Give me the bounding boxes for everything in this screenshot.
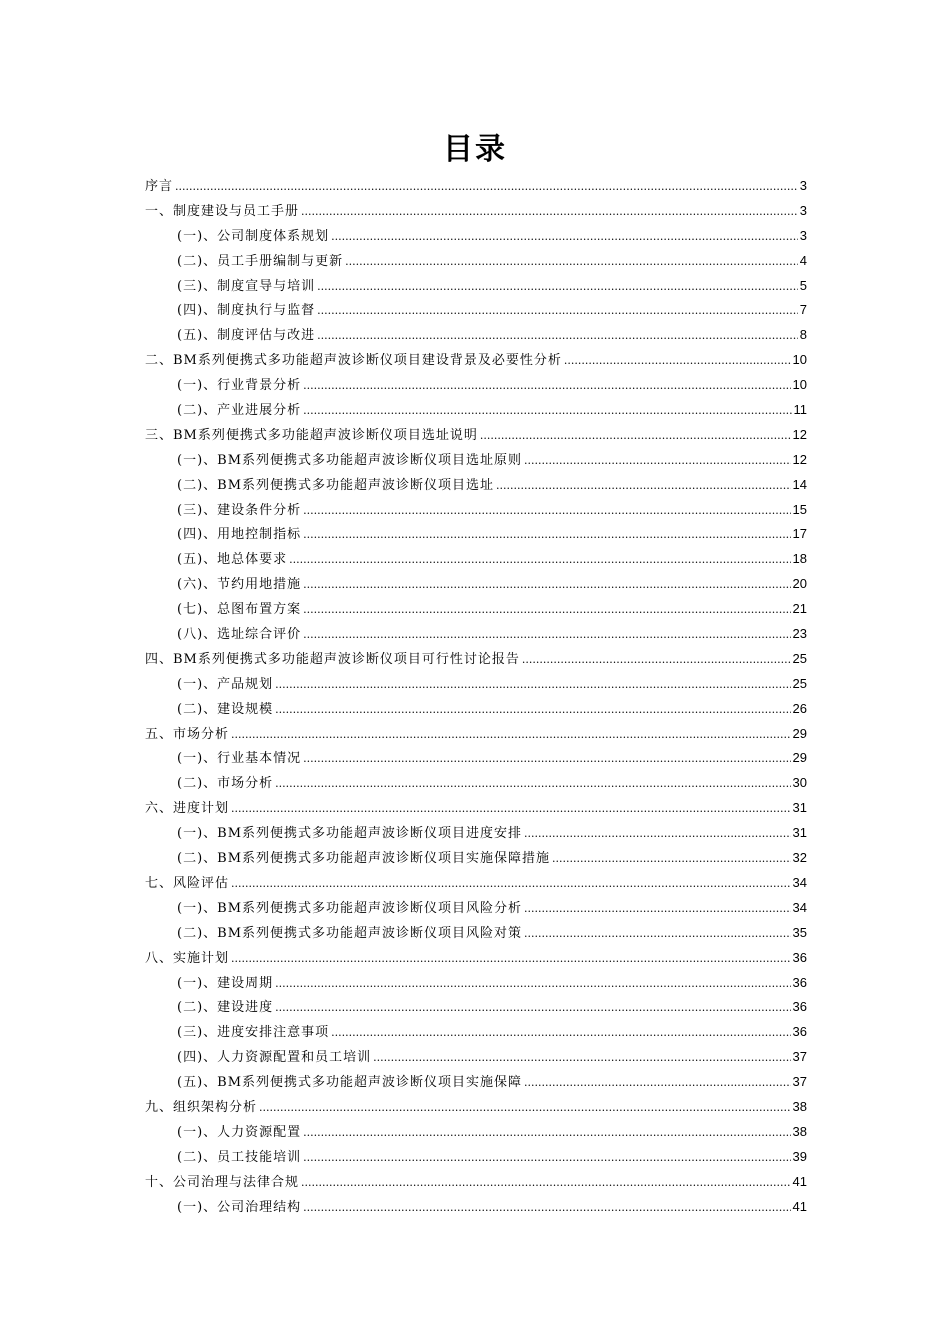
toc-leader-dots xyxy=(524,922,791,947)
toc-leader-dots xyxy=(331,225,798,250)
toc-leader-dots xyxy=(331,1021,790,1046)
toc-entry-label: 一、制度建设与员工手册 xyxy=(145,203,300,219)
toc-entry-label: (四)、制度执行与监督 xyxy=(177,303,316,319)
toc-entry-page-number: 5 xyxy=(799,277,807,293)
toc-leader-dots xyxy=(231,723,791,748)
toc-entry[interactable] xyxy=(145,871,807,896)
toc-leader-dots xyxy=(231,797,791,822)
toc-entry-page-number: 30 xyxy=(792,775,807,791)
toc-entry[interactable] xyxy=(145,672,807,697)
toc-leader-dots xyxy=(289,548,790,573)
toc-entry-page-number: 25 xyxy=(792,675,807,691)
toc-leader-dots xyxy=(231,872,791,897)
toc-entry-label: (二)、BM系列便携式多功能超声波诊断仪项目风险对策 xyxy=(177,925,523,941)
toc-entry-label: (二)、建设规模 xyxy=(177,701,274,717)
toc-entry-page-number: 10 xyxy=(792,352,807,368)
toc-entry[interactable] xyxy=(145,697,807,722)
toc-entry-page-number: 7 xyxy=(799,302,807,318)
toc-entry-label: (一)、公司治理结构 xyxy=(177,1199,302,1215)
toc-entry-page-number: 36 xyxy=(792,974,807,990)
toc-entry-page-number: 36 xyxy=(792,949,807,965)
toc-entry-page-number: 29 xyxy=(792,725,807,741)
toc-leader-dots xyxy=(175,175,798,200)
toc-entry-label: 六、进度计划 xyxy=(145,801,230,817)
toc-entry[interactable] xyxy=(145,572,807,597)
toc-entry[interactable] xyxy=(145,1120,807,1145)
toc-leader-dots xyxy=(301,1171,791,1196)
toc-entry-page-number: 12 xyxy=(792,426,807,442)
toc-entry[interactable] xyxy=(145,821,807,846)
toc-entry-page-number: 35 xyxy=(792,924,807,940)
toc-entry-page-number: 10 xyxy=(792,377,807,393)
toc-leader-dots xyxy=(564,349,791,374)
toc-entry[interactable] xyxy=(145,323,807,348)
toc-entry-page-number: 34 xyxy=(792,899,807,915)
toc-entry[interactable] xyxy=(145,1070,807,1095)
toc-entry-page-number: 31 xyxy=(792,800,807,816)
toc-entry[interactable] xyxy=(145,473,807,498)
toc-entry-page-number: 3 xyxy=(799,178,807,193)
toc-leader-dots xyxy=(373,1046,790,1071)
toc-entry-label: (三)、建设条件分析 xyxy=(177,502,302,518)
toc-entry-page-number: 38 xyxy=(792,1123,807,1139)
toc-leader-dots xyxy=(303,1146,790,1171)
toc-entry-label: (二)、员工技能培训 xyxy=(177,1149,302,1165)
toc-entry[interactable] xyxy=(145,1170,807,1195)
toc-leader-dots xyxy=(301,200,798,225)
toc-leader-dots xyxy=(259,1096,791,1121)
toc-entry-label: 二、BM系列便携式多功能超声波诊断仪项目建设背景及必要性分析 xyxy=(145,353,562,369)
toc-entry-label: (四)、人力资源配置和员工培训 xyxy=(177,1050,372,1066)
toc-leader-dots xyxy=(303,499,790,524)
toc-entry-page-number: 32 xyxy=(792,850,807,866)
toc-leader-dots xyxy=(522,648,791,673)
toc-entry-label: (一)、BM系列便携式多功能超声波诊断仪项目风险分析 xyxy=(177,900,523,916)
toc-entry[interactable] xyxy=(145,647,807,672)
toc-leader-dots xyxy=(317,324,798,349)
toc-entry-page-number: 14 xyxy=(792,476,807,492)
toc-entry-page-number: 17 xyxy=(792,526,807,542)
toc-entry[interactable] xyxy=(145,423,807,448)
toc-entry-label: (二)、市场分析 xyxy=(177,776,274,792)
toc-entry-page-number: 29 xyxy=(792,750,807,766)
toc-entry[interactable] xyxy=(145,722,807,747)
toc-entry[interactable] xyxy=(145,746,807,771)
toc-entry-label: (六)、节约用地措施 xyxy=(177,577,302,593)
toc-entry-label: (二)、产业进展分析 xyxy=(177,403,302,419)
toc-entry[interactable] xyxy=(145,896,807,921)
toc-leader-dots xyxy=(303,523,790,548)
toc-entry-label: 三、BM系列便携式多功能超声波诊断仪项目选址说明 xyxy=(145,427,478,443)
toc-entry-page-number: 15 xyxy=(792,501,807,517)
toc-entry-page-number: 31 xyxy=(792,825,807,841)
toc-entry[interactable] xyxy=(145,921,807,946)
toc-leader-dots xyxy=(552,847,791,872)
toc-title: 目录 xyxy=(443,132,507,167)
toc-entry[interactable] xyxy=(145,971,807,996)
toc-entry-label: (二)、员工手册编制与更新 xyxy=(177,253,344,269)
toc-entry[interactable] xyxy=(145,796,807,821)
toc-entry-page-number: 41 xyxy=(792,1173,807,1189)
toc-entry[interactable] xyxy=(145,1020,807,1045)
toc-entry-label: (五)、制度评估与改进 xyxy=(177,328,316,344)
toc-leader-dots xyxy=(275,972,790,997)
toc-entry[interactable] xyxy=(145,547,807,572)
toc-entry-label: (四)、用地控制指标 xyxy=(177,527,302,543)
toc-leader-dots xyxy=(303,747,790,772)
toc-entry-page-number: 21 xyxy=(792,601,807,617)
toc-entry[interactable] xyxy=(145,498,807,523)
toc-entry-label: (五)、地总体要求 xyxy=(177,552,288,568)
toc-entry-label: (三)、进度安排注意事项 xyxy=(177,1025,330,1041)
toc-entry-label: (一)、建设周期 xyxy=(177,975,274,991)
toc-entry[interactable] xyxy=(145,846,807,871)
toc-leader-dots xyxy=(275,772,790,797)
toc-leader-dots xyxy=(317,275,798,300)
toc-entry-label: 十、公司治理与法律合规 xyxy=(145,1174,300,1190)
toc-entry-page-number: 37 xyxy=(792,1049,807,1065)
toc-entry-label: 序言 xyxy=(145,179,174,194)
toc-leader-dots xyxy=(524,897,791,922)
toc-entry[interactable] xyxy=(145,622,807,647)
toc-entry-page-number: 38 xyxy=(792,1098,807,1114)
toc-entry-label: (二)、BM系列便携式多功能超声波诊断仪项目实施保障措施 xyxy=(177,851,551,867)
toc-entry-label: 七、风险评估 xyxy=(145,875,230,891)
toc-entry-label: 四、BM系列便携式多功能超声波诊断仪项目可行性讨论报告 xyxy=(145,651,520,667)
toc-entry-page-number: 39 xyxy=(792,1148,807,1164)
toc-entry-label: (一)、BM系列便携式多功能超声波诊断仪项目选址原则 xyxy=(177,452,523,468)
toc-leader-dots xyxy=(275,996,790,1021)
toc-entry[interactable] xyxy=(145,1045,807,1070)
toc-leader-dots xyxy=(345,250,798,275)
toc-leader-dots xyxy=(275,698,790,723)
toc-leader-dots xyxy=(303,1196,790,1221)
toc-entry-label: (一)、BM系列便携式多功能超声波诊断仪项目进度安排 xyxy=(177,826,523,842)
toc-entry-label: (一)、人力资源配置 xyxy=(177,1124,302,1140)
toc-leader-dots xyxy=(303,399,791,424)
toc-leader-dots xyxy=(303,573,790,598)
toc-entry[interactable] xyxy=(145,597,807,622)
toc-entry-page-number: 23 xyxy=(792,626,807,642)
toc-entry-label: (三)、制度宣导与培训 xyxy=(177,278,316,294)
toc-entry-label: (五)、BM系列便携式多功能超声波诊断仪项目实施保障 xyxy=(177,1075,523,1091)
toc-entry[interactable] xyxy=(145,1095,807,1120)
toc-entry-label: 五、市场分析 xyxy=(145,726,230,742)
toc-entry[interactable] xyxy=(145,771,807,796)
toc-entry-page-number: 34 xyxy=(792,874,807,890)
toc-leader-dots xyxy=(524,822,791,847)
toc-leader-dots xyxy=(524,449,791,474)
toc-entry[interactable] xyxy=(145,398,807,423)
toc-entry-label: (二)、BM系列便携式多功能超声波诊断仪项目选址 xyxy=(177,477,495,493)
toc-entry[interactable] xyxy=(145,348,807,373)
toc-entry-page-number: 18 xyxy=(792,551,807,567)
toc-entry-page-number: 12 xyxy=(792,451,807,467)
toc-entry-page-number: 25 xyxy=(792,650,807,666)
toc-entry[interactable] xyxy=(145,1195,807,1220)
toc-entry[interactable] xyxy=(145,274,807,299)
toc-entry-label: (一)、公司制度体系规划 xyxy=(177,228,330,244)
toc-entry-page-number: 11 xyxy=(793,402,807,418)
toc-entry[interactable] xyxy=(145,448,807,473)
toc-entry[interactable] xyxy=(145,224,807,249)
toc-leader-dots xyxy=(275,673,790,698)
toc-entry-page-number: 36 xyxy=(792,1024,807,1040)
toc-entry-label: 九、组织架构分析 xyxy=(145,1099,258,1115)
toc-leader-dots xyxy=(303,623,790,648)
toc-entry-label: (八)、选址综合评价 xyxy=(177,627,302,643)
toc-entry-label: (一)、产品规划 xyxy=(177,676,274,692)
toc-entry[interactable] xyxy=(145,298,807,323)
toc-leader-dots xyxy=(524,1071,791,1096)
toc-leader-dots xyxy=(303,374,790,399)
toc-entry-page-number: 37 xyxy=(792,1074,807,1090)
toc-entry[interactable] xyxy=(145,199,807,224)
toc-entry-label: (一)、行业背景分析 xyxy=(177,378,302,394)
toc-entry-page-number: 4 xyxy=(799,252,807,268)
toc-entry[interactable] xyxy=(145,946,807,971)
toc-leader-dots xyxy=(303,598,790,623)
toc-entry-page-number: 41 xyxy=(792,1198,807,1214)
toc-entry-label: 八、实施计划 xyxy=(145,950,230,966)
toc-entry-page-number: 20 xyxy=(792,576,807,592)
toc-entry-page-number: 26 xyxy=(792,700,807,716)
toc-leader-dots xyxy=(496,474,791,499)
toc-entry-label: (一)、行业基本情况 xyxy=(177,751,302,767)
toc-entry-page-number: 8 xyxy=(799,327,807,343)
toc-entry-page-number: 3 xyxy=(799,227,807,243)
toc-entry-page-number: 36 xyxy=(792,999,807,1015)
toc-entry[interactable] xyxy=(145,174,807,199)
toc-entry[interactable] xyxy=(145,373,807,398)
toc-leader-dots xyxy=(480,424,791,449)
table-of-contents xyxy=(145,174,807,1219)
toc-leader-dots xyxy=(303,1121,790,1146)
toc-entry-page-number: 3 xyxy=(799,202,807,218)
toc-entry-label: (七)、总图布置方案 xyxy=(177,602,302,618)
toc-entry[interactable] xyxy=(145,249,807,274)
toc-entry-label: (二)、建设进度 xyxy=(177,1000,274,1016)
toc-entry[interactable] xyxy=(145,995,807,1020)
toc-entry[interactable] xyxy=(145,522,807,547)
toc-entry[interactable] xyxy=(145,1145,807,1170)
toc-leader-dots xyxy=(231,947,791,972)
toc-leader-dots xyxy=(317,299,798,324)
